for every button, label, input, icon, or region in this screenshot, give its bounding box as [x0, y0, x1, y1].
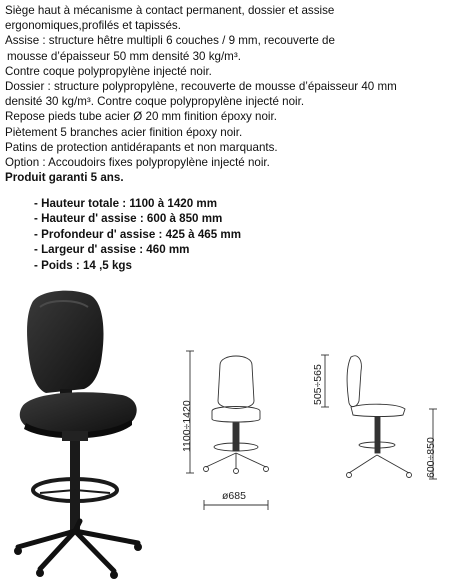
desc-line-3: Assise : structure hêtre multipli 6 couches / 9 mm, recouverte de — [5, 34, 335, 48]
desc-line-6: Dossier : structure polypropylène, recouverte de mousse d’épaisseur 40 mm — [5, 80, 397, 94]
spec-seat-depth: - Profondeur d' assise : 425 à 465 mm — [34, 227, 242, 241]
desc-line-9: Piètement 5 branches acier finition époxy noir. — [5, 125, 243, 139]
base-width-label: ø685 — [222, 490, 246, 502]
spec-seat-height: - Hauteur d' assise : 600 à 850 mm — [34, 212, 223, 226]
spec-list — [34, 196, 241, 273]
desc-line-5: Contre coque polypropylène injecté noir. — [5, 64, 212, 78]
guarantee-text: Produit garanti 5 ans. — [5, 171, 124, 185]
desc-line-8: Repose pieds tube acier Ø 20 mm finition époxy noir. — [5, 110, 277, 124]
desc-line-7: densité 30 kg/m³. Contre coque polypropylène injecté noir. — [5, 95, 305, 109]
spec-total-height: - Hauteur totale : 1100 à 1420 mm — [34, 197, 218, 210]
total-height-label: 1100÷1420 — [181, 400, 193, 452]
backrest-height-label: 505÷565 — [312, 364, 324, 405]
desc-line-11: Option : Accoudoirs fixes polypropylène injecté noir. — [5, 156, 270, 170]
spec-seat-width: - Largeur d' assise : 460 mm — [34, 243, 190, 257]
desc-line-2: ergonomiques,profilés et tapissés. — [5, 19, 181, 33]
product-description — [5, 3, 447, 185]
spec-weight: - Poids : 14 ,5 kgs — [34, 258, 132, 272]
desc-line-4: mousse d’épaisseur 50 mm densité 30 kg/m³. — [7, 49, 241, 63]
chair-photo — [10, 285, 150, 580]
desc-line-10: Patins de protection antidérapants et non marquants. — [5, 140, 278, 154]
desc-line-1: Siège haut à mécanisme à contact permanent, dossier et assise — [5, 4, 335, 17]
seat-height-label: 600÷850 — [425, 437, 437, 478]
